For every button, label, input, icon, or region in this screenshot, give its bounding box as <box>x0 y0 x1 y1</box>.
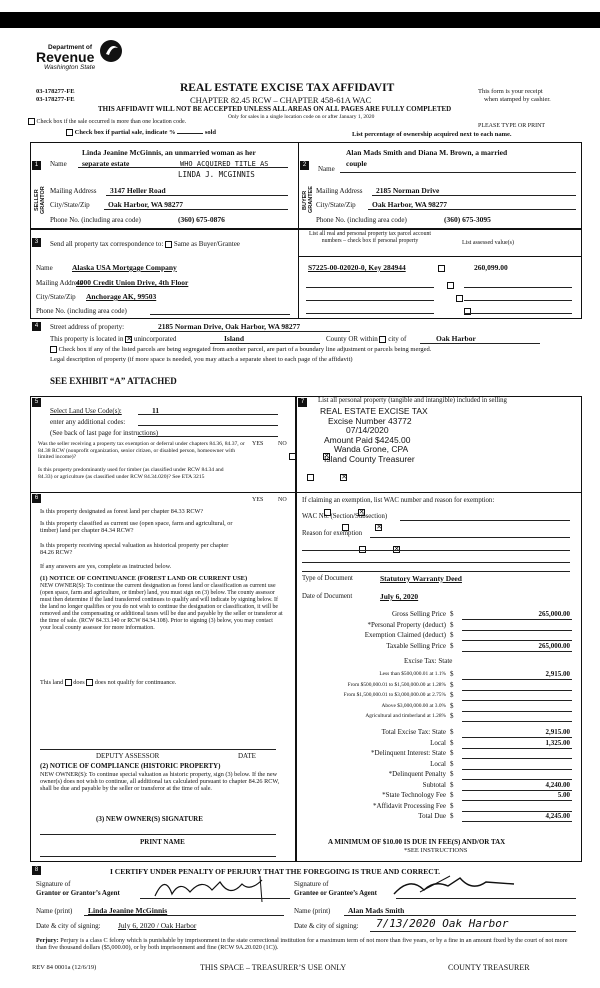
buyer-name-line1: Alan Mads Smith and Diana M. Brown, a married <box>346 148 508 157</box>
bracket-currency: $ <box>450 680 454 689</box>
section-1-badge: 1 <box>32 161 41 170</box>
segregated-checkbox[interactable] <box>50 346 57 353</box>
dor-swirl-icon <box>98 38 124 64</box>
receipt-note-2: when stamped by cashier. <box>484 96 551 103</box>
section-7-badge: 7 <box>298 398 307 407</box>
total-value[interactable] <box>462 748 572 759</box>
bracket-value[interactable] <box>462 701 572 712</box>
located-row <box>50 335 176 343</box>
perjury-label: Perjury: <box>36 937 59 944</box>
total-label: *Delinquent Penalty <box>388 770 446 779</box>
bracket-value[interactable]: 2,915.00 <box>462 669 572 680</box>
notice2-body: NEW OWNER(S): To continue special valuation as historic property, sign (3) below. If the new owner(s) does not wish to continue, all additional tax calculated pursuant to chapter 84.26 RCW, shall be due and payable by the seller or transferor at the time of sale. <box>40 771 280 792</box>
price-row <box>300 609 572 620</box>
bracket-currency: $ <box>450 701 454 710</box>
tax-totals <box>300 727 572 822</box>
corr-phone-label: Phone No. (including area code) <box>36 307 127 315</box>
total-currency: $ <box>450 770 454 779</box>
total-label: Local <box>430 738 446 747</box>
grantee-sig-label-1: Signature of <box>294 880 329 888</box>
doc-number-2: 03-178277-FE <box>36 96 75 103</box>
seller-mailing-label: Mailing Address <box>50 187 97 195</box>
parcel-number[interactable]: S7225-00-02020-0, Key 284944 <box>308 263 406 272</box>
seller-name-label: Name <box>50 160 67 168</box>
send-corr-label: Send all property tax correspondence to: <box>50 240 164 248</box>
unincorporated-checkbox[interactable] <box>125 336 132 343</box>
section-2-badge: 2 <box>300 161 309 170</box>
buyer-side-label: BUYER GRANTEE <box>302 186 314 214</box>
bracket-label: Agricultural and timberland at 1.28% <box>365 713 446 720</box>
list-pct-note: List percentage of ownership acquired next to each name. <box>352 131 512 138</box>
price-label: Exemption Claimed (deduct) <box>364 631 446 640</box>
price-label: *Personal Property (deduct) <box>367 620 446 629</box>
s5-no-header: NO <box>278 441 287 447</box>
signature3-label: (3) NEW OWNER(S) SIGNATURE <box>96 815 203 823</box>
total-row <box>300 801 572 812</box>
same-as-buyer-label: Same as Buyer/Grantee <box>173 240 240 248</box>
price-value[interactable] <box>462 620 572 631</box>
bracket-currency: $ <box>450 712 454 721</box>
legal-desc-label: Legal description of property (if more space is needed, you may attach a separate sheet to each page of the affidavit) <box>50 356 353 363</box>
total-row <box>300 748 572 759</box>
price-value[interactable] <box>462 630 572 641</box>
stamp-line-4: Amount Paid $4245.00 <box>324 434 411 445</box>
total-currency: $ <box>450 791 454 800</box>
doc-type[interactable]: Statutory Warranty Deed <box>380 574 462 583</box>
section-3-badge: 3 <box>32 238 41 247</box>
corr-city[interactable]: Anchorage AK, 99503 <box>86 292 157 301</box>
perjury-block <box>36 937 576 951</box>
total-currency: $ <box>450 738 454 747</box>
price-currency: $ <box>450 610 454 619</box>
seller-city[interactable]: Oak Harbor, WA 98277 <box>108 200 184 209</box>
send-corr-row <box>50 240 240 248</box>
stamp-line-1: REAL ESTATE EXCISE TAX <box>320 406 428 416</box>
total-label: *State Technology Fee <box>382 791 446 800</box>
s5-question-2: Is this property predominantly used for timber (as classified under RCW 84.34 and 84.33) or agriculture (as classified under RCW 84.34.020)? See ETA 3215 <box>38 467 224 480</box>
grantee-name[interactable]: Alan Mads Smith <box>348 906 405 915</box>
city-checkbox[interactable] <box>379 336 386 343</box>
total-row <box>300 769 572 780</box>
same-as-buyer-checkbox[interactable] <box>165 241 172 248</box>
s5-yes-header: YES <box>252 441 264 447</box>
buyer-name-line2: couple <box>346 159 367 168</box>
total-currency: $ <box>450 759 454 768</box>
tax-calculation <box>300 609 572 652</box>
land-use-label: Select Land Use Code(s): <box>50 407 122 415</box>
multi-location-label: Check box if the sale occurred is more than one location code. <box>36 118 187 125</box>
county-value[interactable]: Island <box>224 334 245 343</box>
assessed-header: List assessed value(s) <box>462 240 514 246</box>
price-row <box>300 630 572 641</box>
doc-type-label: Type of Document <box>302 575 353 582</box>
s6-yes-header: YES <box>252 497 264 503</box>
bracket-label: Less than $500,000.01 at 1.1% <box>379 671 446 678</box>
grantee-name-label: Name (print) <box>294 907 331 915</box>
grantor-name[interactable]: Linda Jeanine McGinnis <box>88 906 168 915</box>
only-for-note: Only for sales in a single location code on or after January 1, 2020 <box>228 114 375 120</box>
grantor-name-label: Name (print) <box>36 907 73 915</box>
seller-city-label: City/State/Zip <box>50 201 90 209</box>
bracket-currency: $ <box>450 670 454 679</box>
total-currency: $ <box>450 749 454 758</box>
corr-name-label: Name <box>36 264 53 272</box>
seller-mailing[interactable]: 3147 Heller Road <box>110 186 166 195</box>
section-8-badge: 8 <box>32 866 41 875</box>
price-row <box>300 641 572 652</box>
see-instructions: *SEE INSTRUCTIONS <box>404 847 468 854</box>
land-does-not-checkbox[interactable] <box>86 679 93 686</box>
street-label: Street address of property: <box>50 323 125 331</box>
total-label: *Delinquent Interest: State <box>370 749 446 758</box>
revenue-text: Revenue <box>36 49 95 65</box>
top-bar <box>0 12 600 28</box>
section-5-badge: 5 <box>32 398 41 407</box>
seller-side-label: SELLER GRANTOR <box>34 186 46 214</box>
total-currency: $ <box>450 801 454 810</box>
bracket-label: From $1,500,000.01 to $3,000,000.00 at 2.75% <box>343 692 446 699</box>
exhibit-a: SEE EXHIBIT “A” ATTACHED <box>50 376 177 386</box>
price-currency: $ <box>450 631 454 640</box>
tax-brackets <box>300 669 572 722</box>
continuance-row <box>40 679 176 686</box>
segregated-label: Check box if any of the listed parcels are being segregated from another parcel, are part of a boundary line adjustment or parcels being merged. <box>58 346 432 353</box>
city-value[interactable]: Oak Harbor <box>436 334 476 343</box>
bracket-value[interactable] <box>462 711 572 722</box>
grantee-signature[interactable] <box>390 872 520 900</box>
grantee-date[interactable]: 7/13/2020 Oak Harbor <box>376 917 509 930</box>
corr-name[interactable]: Alaska USA Mortgage Company <box>72 263 177 272</box>
excise-tax-head: Excise Tax: State <box>404 657 453 665</box>
parcel-header: List all real and personal property tax parcel account numbers – check box if personal property <box>308 231 431 244</box>
multi-location-row <box>28 118 186 125</box>
county-treasurer: COUNTY TREASURER <box>448 963 530 972</box>
seller-handwritten-1: WHO ACQUIRED TITLE AS <box>180 160 269 168</box>
buyer-phone-label: Phone No. (including area code) <box>316 216 407 224</box>
s6-question-1: Is this property designated as forest land per chapter 84.33 RCW? <box>40 508 204 515</box>
total-value[interactable] <box>462 769 572 780</box>
price-label: Gross Selling Price <box>391 610 446 619</box>
stamp-line-3: 07/14/2020 <box>346 425 389 435</box>
dor-logo <box>36 44 126 71</box>
buyer-city-label: City/State/Zip <box>316 201 356 209</box>
assessed-value[interactable]: 260,099.00 <box>474 263 508 272</box>
located-label: This property is located in <box>50 335 124 343</box>
land-use-code[interactable]: 11 <box>152 406 160 415</box>
buyer-mailing-label: Mailing Address <box>316 187 363 195</box>
treasurer-space: THIS SPACE – TREASURER’S USE ONLY <box>200 963 347 972</box>
doc-number-1: 03-178277-FE <box>36 88 75 95</box>
street-address[interactable]: 2185 Norman Drive, Oak Harbor, WA 98277 <box>158 322 301 331</box>
s6-question-2: Is this property classified as current use (open space, farm and agricultural, or timber) land per chapter 84.34 RCW? <box>40 520 233 534</box>
grantor-date[interactable]: July 6, 2020 / Oak Harbor <box>118 921 197 930</box>
price-value[interactable]: 265,000.00 <box>462 641 572 652</box>
corr-mailing[interactable]: 4000 Credit Union Drive, 4th Floor <box>76 278 189 287</box>
this-land-label: This land <box>40 679 64 686</box>
seller-phone[interactable]: (360) 675-0876 <box>178 215 225 224</box>
bracket-row <box>300 690 572 701</box>
department-text: Department of <box>48 44 93 51</box>
bracket-row <box>300 680 572 691</box>
bracket-value[interactable] <box>462 690 572 701</box>
land-does-checkbox[interactable] <box>65 679 72 686</box>
deputy-date: DATE <box>238 752 256 760</box>
total-row <box>300 738 572 749</box>
city-of-label: city of <box>388 335 407 343</box>
bracket-value[interactable] <box>462 680 572 691</box>
buyer-phone[interactable]: (360) 675-3095 <box>444 215 491 224</box>
price-currency: $ <box>450 641 454 650</box>
price-row <box>300 620 572 631</box>
form-chapter: CHAPTER 82.45 RCW – CHAPTER 458-61A WAC <box>190 95 372 105</box>
perjury-text: Perjury is a class C felony which is punishable by imprisonment in the state correctional institution for a maximum term of not more than five years, or by a fine in an amount fixed by the court of not more than five thousand dollars ($5,000.00), or by both imprisonment and fine (RCW 9A.20.020 (1C)). <box>36 937 568 952</box>
bracket-row <box>300 669 572 680</box>
does-not-label: does not qualify for continuance. <box>94 679 177 686</box>
wac-label: WAC No. (Section/Subsection) <box>302 513 388 520</box>
corr-mailing-label: Mailing Address <box>36 279 83 287</box>
certify-statement: I CERTIFY UNDER PENALTY OF PERJURY THAT THE FOREGOING IS TRUE AND CORRECT. <box>110 867 441 876</box>
see-back-label: (See back of last page for instructions) <box>50 429 159 437</box>
section-4-badge: 4 <box>32 322 41 331</box>
bracket-row <box>300 711 572 722</box>
total-label: Local <box>430 759 446 768</box>
stamp-line-6: Island County Treasurer <box>324 453 415 464</box>
total-label: Subtotal <box>422 780 446 789</box>
s6-question-3: Is this property receiving special valuation as historical property per chapter 84.26 RCW? <box>40 542 229 556</box>
partial-sale-checkbox[interactable] <box>66 129 73 136</box>
total-value[interactable] <box>462 759 572 770</box>
total-currency: $ <box>450 812 454 821</box>
parcel-personal-checkbox-2[interactable] <box>447 282 454 289</box>
total-value[interactable]: 5.00 <box>462 790 572 801</box>
print-name-label: PRINT NAME <box>140 838 185 846</box>
if-any-yes: If any answers are yes, complete as instructed below. <box>40 563 172 570</box>
form-title: REAL ESTATE EXCISE TAX AFFIDAVIT <box>180 82 395 94</box>
s5-question-1: Was the seller receiving a property tax exemption or deferral under chapters 84.36, 84.37, or 84.38 RCW (nonprofit organization, senior citizen, or disabled person, homeowner with limited income)? <box>38 441 245 461</box>
partial-sale-row <box>66 129 216 136</box>
total-value[interactable]: 2,915.00 <box>462 727 572 738</box>
bracket-label: Above $3,000,000.00 at 3.0% <box>381 702 446 709</box>
exemption-label: If claiming an exemption, list WAC number and reason for exemption: <box>302 497 495 504</box>
treasurer-stamp <box>320 407 428 464</box>
seller-phone-label: Phone No. (including area code) <box>50 216 141 224</box>
grantor-date-label: Date & city of signing: <box>36 922 101 930</box>
personal-prop-label: List all personal property (tangible and intangible) included in selling <box>318 397 507 404</box>
total-label: *Affidavit Processing Fee <box>373 801 446 810</box>
seller-name-line1: Linda Jeanine McGinnis, an unmarried woman as her <box>82 148 256 157</box>
deputy-assessor: DEPUTY ASSESSOR <box>96 752 160 760</box>
doc-date-label: Date of Document <box>302 593 353 600</box>
total-row <box>300 759 572 770</box>
county-label: County OR within <box>326 335 378 343</box>
multi-location-checkbox[interactable] <box>28 118 35 125</box>
state-text: Washington State <box>44 64 96 71</box>
form-revision: REV 84 0001a (12/6/19) <box>32 964 97 971</box>
sold-label: sold <box>204 129 217 136</box>
grantor-sig-label-1: Signature of <box>36 880 71 888</box>
form-warning: THIS AFFIDAVIT WILL NOT BE ACCEPTED UNLESS ALL AREAS ON ALL PAGES ARE FULLY COMPLETED <box>98 105 452 113</box>
s6-no-header: NO <box>278 497 287 503</box>
parcel-personal-checkbox-1[interactable] <box>438 265 445 272</box>
total-currency: $ <box>450 780 454 789</box>
price-value[interactable]: 265,000.00 <box>462 609 572 620</box>
notice1-title: (1) NOTICE OF CONTINUANCE (FOREST LAND OR CURRENT USE) <box>40 575 248 582</box>
stamp-line-5: Wanda Grone, CPA <box>334 444 409 454</box>
receipt-note-1: This form is your receipt <box>478 88 543 95</box>
doc-date[interactable]: July 6, 2020 <box>380 592 419 601</box>
section-6-badge: 6 <box>32 494 41 503</box>
seller-name-line2: separate estate <box>82 159 130 168</box>
seller-handwritten-2: LINDA J. MCGINNIS <box>178 170 255 179</box>
bracket-currency: $ <box>450 691 454 700</box>
total-value[interactable]: 4,240.00 <box>462 780 572 791</box>
total-row <box>300 811 572 822</box>
total-label: Total Excise Tax: State <box>381 728 446 737</box>
price-label: Taxable Selling Price <box>386 641 446 650</box>
grantee-date-label: Date & city of signing: <box>294 922 359 930</box>
total-currency: $ <box>450 728 454 737</box>
stamp-line-2: Excise Number 43772 <box>328 415 412 426</box>
bracket-row <box>300 701 572 712</box>
additional-codes-label: enter any additional codes: <box>50 418 126 426</box>
total-value[interactable]: 1,325.00 <box>462 738 572 749</box>
price-currency: $ <box>450 620 454 629</box>
total-value[interactable]: 4,245.00 <box>462 811 572 822</box>
grantor-sig-label-2: Grantor or Grantor’s Agent <box>36 889 120 897</box>
unincorporated-label: unincorporated <box>133 335 177 343</box>
total-row <box>300 727 572 738</box>
buyer-city[interactable]: Oak Harbor, WA 98277 <box>372 200 448 209</box>
county-row <box>326 335 406 343</box>
total-row <box>300 780 572 791</box>
grantee-sig-label-2: Grantee or Grantee’s Agent <box>294 889 378 897</box>
total-label: Total Due <box>418 812 446 821</box>
total-value[interactable] <box>462 801 572 812</box>
total-row <box>300 790 572 801</box>
bracket-label: From $500,000.01 to $1,500,000.00 at 1.28% <box>347 681 446 688</box>
segregated-row <box>50 346 431 353</box>
parcel-personal-checkbox-3[interactable] <box>456 295 463 302</box>
reason-label: Reason for exemption <box>302 530 363 537</box>
minimum-note: A MINIMUM OF $10.00 IS DUE IN FEE(S) AND/OR TAX <box>328 838 506 846</box>
does-label: does <box>73 679 85 686</box>
s5-q1-yes[interactable] <box>289 453 296 460</box>
corr-city-label: City/State/Zip <box>36 293 76 301</box>
buyer-name-label: Name <box>318 165 335 173</box>
partial-sale-label: Check box if partial sale, indicate % <box>74 129 176 136</box>
buyer-mailing[interactable]: 2185 Norman Drive <box>376 186 440 195</box>
notice1-body: NEW OWNER(S): To continue the current designation as forest land or classification as current use (open space, farm and agriculture, or timber) land, you must sign on (3) below. The county assessor must then determine if the land transferred continues to qualify and will indicate by signing below. If the land no longer qualifies or you do not wish to continue the designation or classification, it will be removed and the compensating or additional taxes will be due and payable by the seller or transferor at the time of sale. (RCW 84.33.140 or RCW 84.34.108). Prior to signing (3) below, you may contact your local county assessor for more information. <box>40 583 283 631</box>
please-type: PLEASE TYPE OR PRINT <box>478 123 546 129</box>
notice2-title: (2) NOTICE OF COMPLIANCE (HISTORIC PROPERTY) <box>40 762 221 770</box>
